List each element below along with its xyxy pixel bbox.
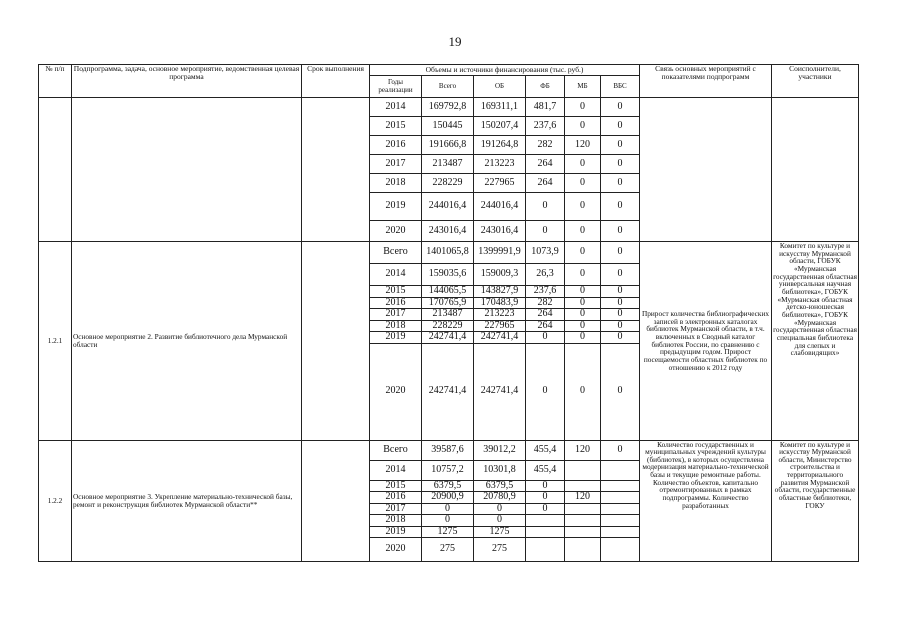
cell-ob: 20780,9 xyxy=(474,492,526,504)
cell-vbs: 0 xyxy=(601,193,640,221)
cell-total: 10757,2 xyxy=(422,460,474,480)
cell-fb: 1073,9 xyxy=(526,242,565,264)
cell-total: 213487 xyxy=(422,155,474,174)
cell-fb: 481,7 xyxy=(526,98,565,117)
cell-mb: 0 xyxy=(565,320,601,332)
cell-mb xyxy=(565,538,601,562)
row-link: Прирост количества библиографических записей в электронных каталогах библиотек Мурманской области, в т.ч. включенных в Сводный каталог библиотек России, по сравнению с предыдущим годом. Прирост посещаемости областных библиотек по отношению к 2012 году xyxy=(640,242,772,441)
header-no: № п/п xyxy=(39,65,72,98)
cell-mb: 0 xyxy=(565,117,601,136)
cell-ob: 10301,8 xyxy=(474,460,526,480)
header-term: Срок выполнения xyxy=(302,65,370,98)
cell-year: 2016 xyxy=(370,297,422,309)
cell-total: 144065,5 xyxy=(422,286,474,298)
header-link: Связь основных мероприятий с показателями подпрограмм xyxy=(640,65,772,98)
cell-fb: 0 xyxy=(526,343,565,440)
cell-fb: 0 xyxy=(526,480,565,492)
cell-partners xyxy=(772,98,859,242)
cell-ob: 191264,8 xyxy=(474,136,526,155)
cell-year: 2019 xyxy=(370,526,422,538)
cell-ob: 143827,9 xyxy=(474,286,526,298)
cell-ob: 150207,4 xyxy=(474,117,526,136)
cell-fb: 264 xyxy=(526,309,565,321)
cell-link xyxy=(640,98,772,242)
cell-year: 2020 xyxy=(370,343,422,440)
cell-vbs: 0 xyxy=(601,117,640,136)
cell-year: 2015 xyxy=(370,286,422,298)
cell-no xyxy=(39,98,72,242)
row-partners: Комитет по культуре и искусству Мурманской области, Министерство строительства и территориального развития Мурманской области, государственные областные библиотеки, ГОКУ xyxy=(772,440,859,562)
cell-ob: 227965 xyxy=(474,174,526,193)
cell-vbs xyxy=(601,538,640,562)
cell-year: 2017 xyxy=(370,309,422,321)
cell-year: 2020 xyxy=(370,221,422,242)
cell-mb: 0 xyxy=(565,343,601,440)
cell-fb: 0 xyxy=(526,503,565,515)
cell-year: 2016 xyxy=(370,136,422,155)
cell-year: Всего xyxy=(370,242,422,264)
cell-fb: 0 xyxy=(526,221,565,242)
cell-year: 2014 xyxy=(370,460,422,480)
cell-fb: 26,3 xyxy=(526,264,565,286)
cell-total: 170765,9 xyxy=(422,297,474,309)
header-vbs: ВБС xyxy=(601,76,640,98)
cell-total: 228229 xyxy=(422,320,474,332)
cell-mb: 0 xyxy=(565,155,601,174)
cell-total: 150445 xyxy=(422,117,474,136)
cell-total: 1401065,8 xyxy=(422,242,474,264)
cell-year: 2015 xyxy=(370,480,422,492)
cell-total: 169792,8 xyxy=(422,98,474,117)
cell-vbs: 0 xyxy=(601,440,640,460)
header-program: Подпрограмма, задача, основное мероприятие, ведомственная целевая программа xyxy=(72,65,302,98)
cell-ob: 243016,4 xyxy=(474,221,526,242)
cell-year: 2017 xyxy=(370,503,422,515)
cell-vbs: 0 xyxy=(601,155,640,174)
cell-fb: 0 xyxy=(526,492,565,504)
cell-ob: 170483,9 xyxy=(474,297,526,309)
header-funding: Объемы и источники финансирования (тыс. руб.) xyxy=(370,65,640,76)
cell-fb: 264 xyxy=(526,320,565,332)
cell-vbs xyxy=(601,515,640,527)
cell-year: 2019 xyxy=(370,193,422,221)
header-mb: МБ xyxy=(565,76,601,98)
header-fb: ФБ xyxy=(526,76,565,98)
row-partners: Комитет по культуре и искусству Мурманской области, ГОБУК «Мурманская государственная областная универсальная научная библиотека», ГОБУК «Мурманская областная детско-юношеская библиотека», ГОБУК «Мурманская государственная областная специальная библиотека для слепых и слабовидящих» xyxy=(772,242,859,441)
row-title: Основное мероприятие 3. Укрепление материально-технической базы, ремонт и реконструкция библиотек Мурманской области** xyxy=(72,440,302,562)
cell-vbs: 0 xyxy=(601,320,640,332)
cell-fb: 455,4 xyxy=(526,460,565,480)
cell-year: 2020 xyxy=(370,538,422,562)
cell-ob: 0 xyxy=(474,503,526,515)
cell-year: 2018 xyxy=(370,174,422,193)
cell-mb xyxy=(565,503,601,515)
row-link: Количество государственных и муниципальных учреждений культуры (библиотек), в которых осуществлена модернизация материально-технической базы и текущие ремонтные работы. Количество объектов, капитально отремонтированных в рамках подпрограммы. Количество разработанных xyxy=(640,440,772,562)
cell-fb: 264 xyxy=(526,174,565,193)
cell-total: 191666,8 xyxy=(422,136,474,155)
row-number: 1.2.2 xyxy=(39,440,72,562)
cell-vbs: 0 xyxy=(601,174,640,193)
cell-total: 20900,9 xyxy=(422,492,474,504)
cell-ob: 159009,3 xyxy=(474,264,526,286)
cell-program xyxy=(72,98,302,242)
cell-fb xyxy=(526,538,565,562)
cell-ob: 213223 xyxy=(474,309,526,321)
cell-mb: 120 xyxy=(565,440,601,460)
cell-term xyxy=(302,98,370,242)
table-row xyxy=(39,440,859,460)
cell-year: 2015 xyxy=(370,117,422,136)
cell-ob: 227965 xyxy=(474,320,526,332)
cell-vbs: 0 xyxy=(601,242,640,264)
row-number: 1.2.1 xyxy=(39,242,72,441)
cell-vbs xyxy=(601,503,640,515)
cell-mb: 120 xyxy=(565,136,601,155)
cell-total: 159035,6 xyxy=(422,264,474,286)
cell-mb: 0 xyxy=(565,264,601,286)
cell-ob: 6379,5 xyxy=(474,480,526,492)
cell-ob: 0 xyxy=(474,515,526,527)
header-total: Всего xyxy=(422,76,474,98)
cell-vbs: 0 xyxy=(601,221,640,242)
cell-total: 6379,5 xyxy=(422,480,474,492)
cell-ob: 1399991,9 xyxy=(474,242,526,264)
cell-ob: 1275 xyxy=(474,526,526,538)
cell-mb: 0 xyxy=(565,297,601,309)
cell-mb: 0 xyxy=(565,286,601,298)
cell-fb: 282 xyxy=(526,136,565,155)
cell-ob: 242741,4 xyxy=(474,332,526,344)
cell-mb: 0 xyxy=(565,309,601,321)
cell-mb: 0 xyxy=(565,332,601,344)
table-row xyxy=(39,242,859,264)
header-partners: Соисполнители, участники xyxy=(772,65,859,98)
cell-mb xyxy=(565,515,601,527)
cell-ob: 39012,2 xyxy=(474,440,526,460)
cell-fb xyxy=(526,515,565,527)
header-years: Годы реализации xyxy=(370,76,422,98)
cell-ob: 169311,1 xyxy=(474,98,526,117)
cell-total: 243016,4 xyxy=(422,221,474,242)
cell-mb: 0 xyxy=(565,98,601,117)
cell-year: 2018 xyxy=(370,320,422,332)
cell-ob: 244016,4 xyxy=(474,193,526,221)
cell-total: 242741,4 xyxy=(422,343,474,440)
cell-year: 2018 xyxy=(370,515,422,527)
cell-year: Всего xyxy=(370,440,422,460)
cell-year: 2017 xyxy=(370,155,422,174)
page-number: 19 xyxy=(448,34,462,49)
cell-mb: 120 xyxy=(565,492,601,504)
cell-mb xyxy=(565,460,601,480)
cell-vbs xyxy=(601,492,640,504)
cell-fb: 0 xyxy=(526,193,565,221)
cell-total: 244016,4 xyxy=(422,193,474,221)
cell-ob: 242741,4 xyxy=(474,343,526,440)
cell-vbs xyxy=(601,480,640,492)
cell-total: 228229 xyxy=(422,174,474,193)
cell-year: 2014 xyxy=(370,264,422,286)
cell-vbs xyxy=(601,460,640,480)
cell-fb: 237,6 xyxy=(526,286,565,298)
row-title: Основное мероприятие 2. Развитие библиотечного дела Мурманской области xyxy=(72,242,302,441)
cell-fb: 0 xyxy=(526,332,565,344)
cell-ob: 275 xyxy=(474,538,526,562)
cell-mb: 0 xyxy=(565,242,601,264)
header-ob: ОБ xyxy=(474,76,526,98)
cell-fb: 237,6 xyxy=(526,117,565,136)
cell-fb: 455,4 xyxy=(526,440,565,460)
cell-total: 213487 xyxy=(422,309,474,321)
cell-vbs: 0 xyxy=(601,286,640,298)
table-row xyxy=(39,98,859,117)
cell-mb xyxy=(565,480,601,492)
cell-total: 39587,6 xyxy=(422,440,474,460)
cell-vbs: 0 xyxy=(601,297,640,309)
cell-term xyxy=(302,242,370,441)
financing-table xyxy=(38,64,859,562)
cell-vbs xyxy=(601,526,640,538)
cell-total: 1275 xyxy=(422,526,474,538)
cell-vbs: 0 xyxy=(601,136,640,155)
cell-total: 0 xyxy=(422,515,474,527)
cell-vbs: 0 xyxy=(601,309,640,321)
cell-vbs: 0 xyxy=(601,98,640,117)
cell-fb: 282 xyxy=(526,297,565,309)
cell-total: 275 xyxy=(422,538,474,562)
cell-mb xyxy=(565,526,601,538)
cell-ob: 213223 xyxy=(474,155,526,174)
cell-year: 2014 xyxy=(370,98,422,117)
cell-mb: 0 xyxy=(565,221,601,242)
cell-vbs: 0 xyxy=(601,343,640,440)
cell-fb: 264 xyxy=(526,155,565,174)
cell-year: 2016 xyxy=(370,492,422,504)
cell-fb xyxy=(526,526,565,538)
cell-total: 242741,4 xyxy=(422,332,474,344)
cell-total: 0 xyxy=(422,503,474,515)
cell-term xyxy=(302,440,370,562)
cell-year: 2019 xyxy=(370,332,422,344)
cell-mb: 0 xyxy=(565,174,601,193)
cell-vbs: 0 xyxy=(601,332,640,344)
cell-mb: 0 xyxy=(565,193,601,221)
cell-vbs: 0 xyxy=(601,264,640,286)
